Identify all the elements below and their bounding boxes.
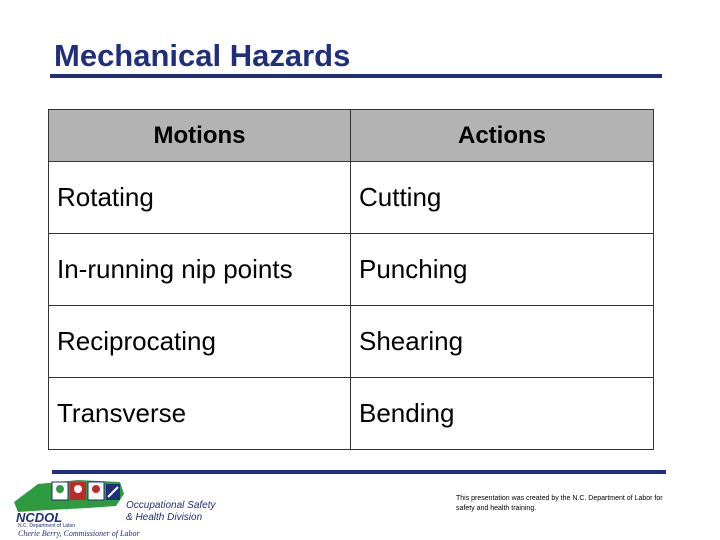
ncdol-logo (8, 472, 248, 540)
division-line-1: Occupational Safety (126, 500, 216, 511)
motion-cell: Reciprocating (49, 306, 351, 378)
header-actions: Actions (351, 110, 654, 162)
commissioner-line: Cherie Berry, Commissioner of Labor (18, 529, 140, 538)
table-row (49, 162, 654, 234)
action-cell: Bending (351, 378, 654, 450)
action-cell: Punching (351, 234, 654, 306)
table-row (49, 234, 654, 306)
ncdol-wordmark: NCDOL (16, 510, 63, 525)
footer-note: This presentation was created by the N.C. Department of Labor for safety and health training. (456, 495, 663, 512)
motion-cell: In-running nip points (49, 234, 351, 306)
department-name: N.C. Department of Labor (18, 523, 76, 529)
title-underline (50, 74, 662, 78)
division-name (126, 500, 216, 524)
table-row (49, 378, 654, 450)
table-header-row (49, 110, 654, 162)
division-line-2: & Health Division (126, 512, 203, 523)
action-cell: Shearing (351, 306, 654, 378)
motion-cell: Transverse (49, 378, 351, 450)
slide-title: Mechanical Hazards (54, 38, 351, 73)
hazards-table (48, 109, 654, 450)
header-motions: Motions (49, 110, 351, 162)
action-cell: Cutting (351, 162, 654, 234)
table-row (49, 306, 654, 378)
motion-cell: Rotating (49, 162, 351, 234)
